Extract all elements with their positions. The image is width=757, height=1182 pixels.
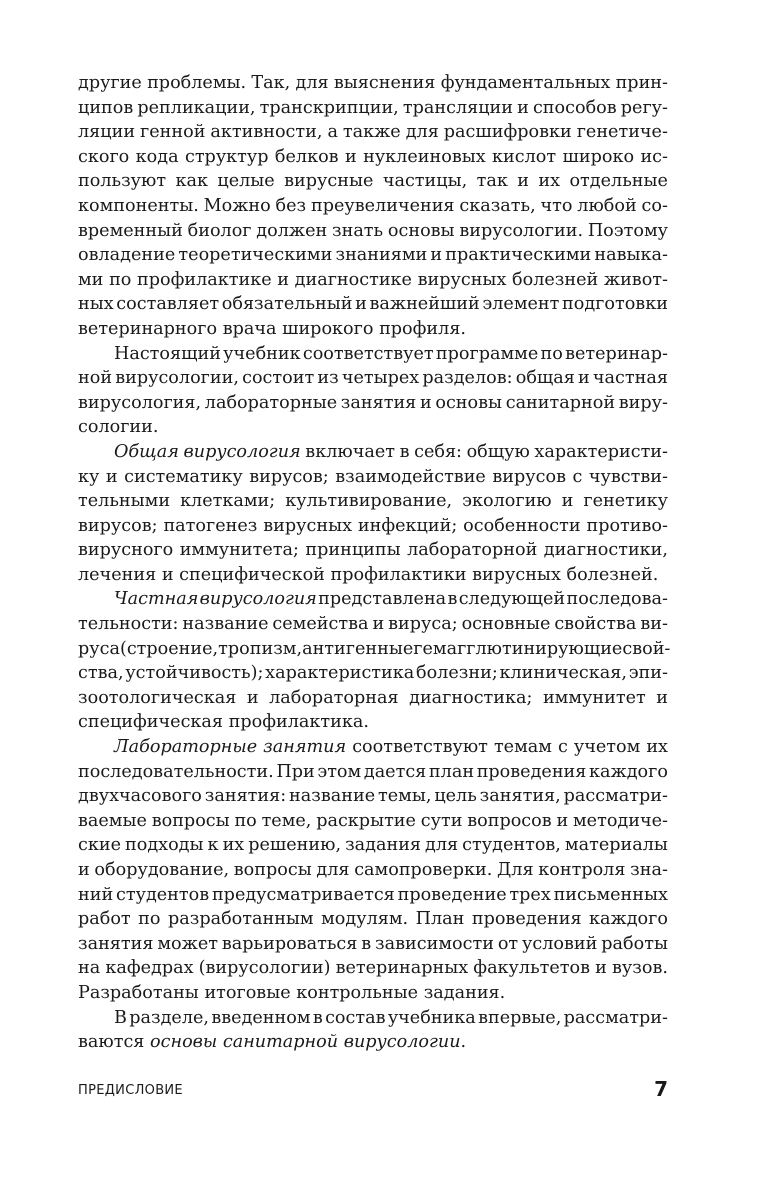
text-line: вирусология, лабораторные занятия и основы санитарной виру- (78, 392, 668, 413)
text-line: ципов репликации, транскрипции, трансляции и способов регу- (78, 97, 668, 118)
text-line: двухчасового занятия: название темы, цель занятия, рассматри- (78, 786, 668, 807)
text-line: на кафедрах (вирусологии) ветеринарных факультетов и вузов. (78, 958, 668, 979)
text-line: Общая вирусология включает в себя: общую характеристи- (114, 441, 668, 462)
running-footer-title: ПРЕДИСЛОВИЕ (78, 1083, 183, 1098)
paragraph (78, 1006, 668, 1055)
text-line: ляции генной активности, а также для расшифровки генетиче- (78, 122, 668, 143)
body-text (78, 71, 671, 1055)
text-line: тельными клетками; культивирование, экологию и генетику (78, 491, 668, 512)
text-line: ной вирусологии, состоит из четырех разделов: общая и частная (78, 368, 668, 389)
text-line: овладение теоретическими знаниями и практическими навыка- (78, 245, 668, 266)
text-line: ваемые вопросы по теме, раскрытие сути вопросов и методиче- (78, 810, 668, 831)
text-line: Частная вирусология представлена в следующей последова- (114, 589, 668, 610)
text-line: вирусного иммунитета; принципы лабораторной диагностики, (78, 540, 668, 561)
text-line: и оборудование, вопросы для самопроверки. Для контроля зна- (78, 860, 668, 880)
text-line: вирусов; патогенез вирусных инфекций; особенности противо- (78, 515, 668, 536)
text-line: Лабораторные занятия соответствуют темам с учетом их (114, 737, 668, 758)
text-line: специфическая профилактика. (78, 712, 369, 733)
text-line: руса (строение, тропизм, антигенные гемагглютинирующие свой- (78, 638, 671, 659)
text-line: В разделе, введенном в состав учебника впервые, рассматри- (114, 1007, 668, 1028)
text-line: ных составляет обязательный и важнейший элемент подготовки (78, 294, 668, 315)
text-line: ского кода структур белков и нуклеиновых кислот широко ис- (78, 146, 668, 167)
paragraph (78, 342, 668, 440)
paragraph (78, 440, 668, 588)
text-line: Настоящий учебник соответствует программе по ветеринар- (114, 343, 668, 364)
text-line: компоненты. Можно без преувеличения сказать, что любой со- (78, 195, 668, 216)
text-line: временный биолог должен знать основы вирусологии. Поэтому (78, 220, 668, 241)
text-line: работ по разработанным модулям. План проведения каждого (78, 909, 668, 930)
text-line: пользуют как целые вирусные частицы, так и их отдельные (78, 171, 668, 192)
page-footer (78, 1077, 668, 1107)
text-line: ми по профилактике и диагностике вирусных болезней живот- (78, 269, 668, 290)
text-line: зоотологическая и лабораторная диагностика; иммунитет и (78, 687, 668, 708)
text-line: тельности: название семейства и вируса; основные свойства ви- (78, 614, 668, 635)
text-line: лечения и специфической профилактики вирусных болезней. (78, 564, 659, 585)
text-line: ские подходы к их решению, задания для студентов, материалы (78, 835, 668, 856)
paragraph (78, 587, 671, 735)
text-line: последовательности. При этом дается план проведения каждого (78, 761, 668, 782)
text-line: ветеринарного врача широкого профиля. (78, 318, 467, 339)
text-line: Разработаны итоговые контрольные задания. (78, 982, 506, 1003)
paragraph (78, 71, 668, 342)
text-line: ку и систематику вирусов; взаимодействие вирусов с чувстви- (78, 466, 668, 487)
text-line: сологии. (78, 417, 159, 438)
text-line: ства, устойчивость); характеристика болезни; клиническая, эпи- (78, 663, 668, 684)
paragraph (78, 735, 668, 1006)
text-line: занятия может варьироваться в зависимости от условий работы (78, 933, 668, 954)
text-line: другие проблемы. Так, для выяснения фундаментальных прин- (78, 73, 668, 93)
text-line: ваются основы санитарной вирусологии. (78, 1032, 467, 1053)
text-line: ний студентов предусматривается проведение трех письменных (78, 884, 668, 905)
page-number: 7 (654, 1077, 668, 1101)
